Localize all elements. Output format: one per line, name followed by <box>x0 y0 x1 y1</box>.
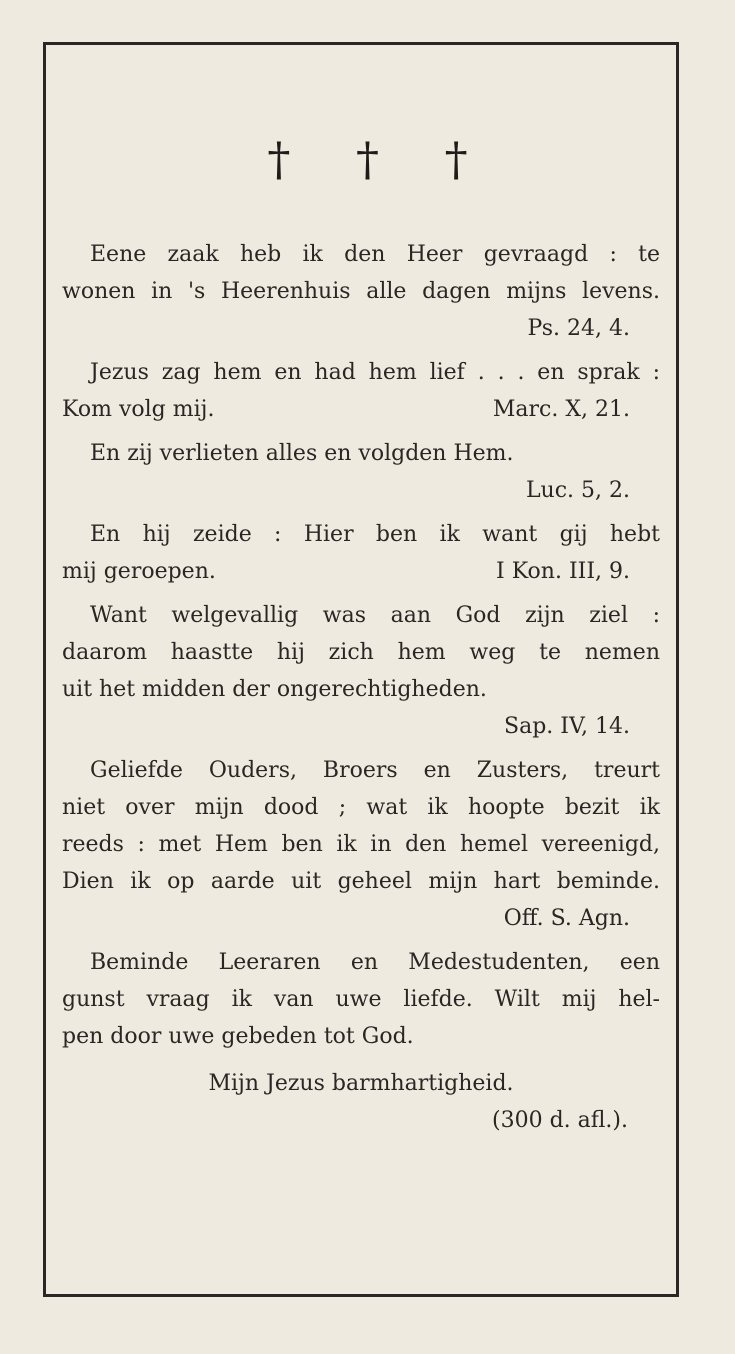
cross-icon: † <box>267 132 291 186</box>
verse-line: daarom haastte hij zich hem weg te nemen <box>62 640 660 665</box>
indulgence-note: (300 d. afl.). <box>492 1108 628 1133</box>
scripture-reference: Sap. IV, 14. <box>504 714 630 739</box>
verse-line: Geliefde Ouders, Broers en Zusters, treurt <box>90 758 660 783</box>
verse-line: Eene zaak heb ik den Heer gevraagd : te <box>90 242 660 267</box>
card-text <box>62 236 660 1139</box>
verse-line: uit het midden der ongerechtigheden. <box>62 677 487 702</box>
verse-line: niet over mijn dood ; wat ik hoopte bezit ik <box>62 795 660 820</box>
verse-line: Beminde Leeraren en Medestudenten, een <box>90 950 660 975</box>
scripture-reference: I Kon. III, 9. <box>496 559 630 584</box>
verse-line-with-ref <box>62 391 660 428</box>
verse-line: reeds : met Hem ben ik in den hemel vereenigd, <box>62 832 660 857</box>
prayer-line: Mijn Jezus barmhartigheid. <box>208 1071 514 1096</box>
verse-line: pen door uwe gebeden tot God. <box>62 1024 414 1049</box>
verse-line: Kom volg mij. <box>62 397 215 422</box>
cross-icon: † <box>356 132 379 186</box>
verse-line: En zij verlieten alles en volgden Hem. <box>90 441 514 466</box>
verse-3 <box>62 435 660 509</box>
closing <box>62 1065 660 1139</box>
verse-line: Dien ik op aarde uit geheel mijn hart beminde. <box>62 869 660 894</box>
cross-icon: † <box>444 132 468 186</box>
verse-4 <box>62 516 660 590</box>
scripture-reference: Ps. 24, 4. <box>527 316 630 341</box>
verse-line: gunst vraag ik van uwe liefde. Wilt mij hel- <box>62 987 660 1012</box>
verse-line: Want welgevallig was aan God zijn ziel : <box>90 603 660 628</box>
verse-line: wonen in 's Heerenhuis alle dagen mijns levens. <box>62 279 660 304</box>
verse-6 <box>62 752 660 937</box>
scripture-reference: Off. S. Agn. <box>503 906 630 931</box>
scripture-reference: Marc. X, 21. <box>492 397 630 422</box>
verse-7 <box>62 944 660 1055</box>
scripture-reference: Luc. 5, 2. <box>525 478 630 503</box>
verse-1 <box>62 236 660 347</box>
verse-line: En hij zeide : Hier ben ik want gij hebt <box>90 522 660 547</box>
crosses <box>0 132 735 186</box>
verse-5 <box>62 597 660 745</box>
verse-2 <box>62 354 660 428</box>
verse-line-with-ref <box>62 553 660 590</box>
verse-line: Jezus zag hem en had hem lief . . . en sprak : <box>90 360 660 385</box>
verse-line: mij geroepen. <box>62 559 216 584</box>
